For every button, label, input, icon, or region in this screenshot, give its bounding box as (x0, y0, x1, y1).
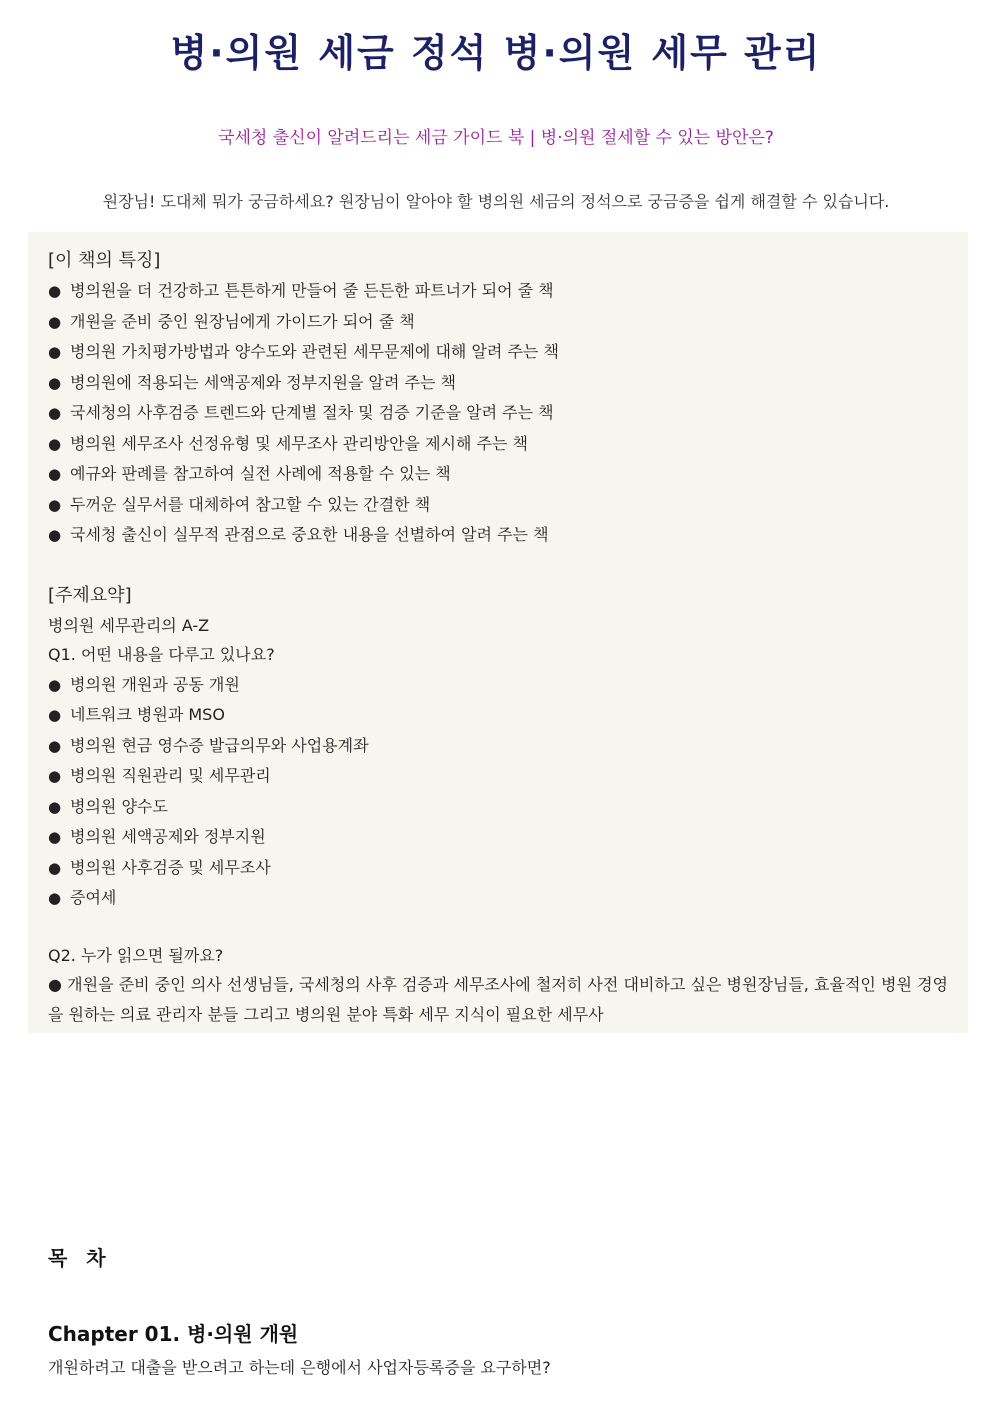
bullet-icon: ● (48, 495, 62, 514)
feature-item-text: 두꺼운 실무서를 대체하여 참고할 수 있는 간결한 책 (70, 494, 431, 514)
feature-item (48, 368, 948, 399)
q1-item (48, 883, 948, 914)
question-1: Q1. 어떤 내용을 다루고 있나요? (48, 645, 275, 664)
feature-item-text: 국세청 출신이 실무적 관점으로 중요한 내용을 선별하여 알려 주는 책 (70, 525, 549, 544)
bullet-icon: ● (48, 373, 62, 392)
q1-answer-list (48, 670, 948, 914)
q1-item-text: 증여세 (70, 888, 117, 907)
feature-item-text: 병의원 가치평가방법과 양수도와 관련된 세무문제에 대해 알려 주는 책 (70, 342, 559, 361)
feature-item (48, 307, 948, 338)
q1-item-text: 병의원 개원과 공동 개원 (70, 674, 240, 694)
bullet-icon: ● (48, 434, 62, 453)
summary-heading: [주제요약] (48, 584, 132, 606)
section-spacer (48, 914, 948, 941)
question-2: Q2. 누가 읽으면 될까요? (48, 945, 224, 965)
q1-item (48, 731, 948, 762)
summary-subject: 병의원 세무관리의 A-Z (48, 615, 210, 635)
book-info-box (28, 232, 968, 1033)
chapter-title: Chapter 01. 병·의원 개원 (48, 1322, 299, 1346)
bullet-icon: ● (48, 526, 62, 544)
document-title: 병·의원 세금 정석 병·의원 세무 관리 (170, 31, 822, 75)
feature-item (48, 520, 948, 551)
bullet-icon: ● (48, 465, 62, 483)
bullet-icon: ● (48, 858, 62, 877)
document-subtitle: 국세청 출신이 알려드리는 세금 가이드 북 | 병·의원 절세할 수 있는 방안은? (218, 128, 774, 148)
q2-answer: ● 개원을 준비 중인 의사 선생님들, 국세청의 사후 검증과 세무조사에 철저히 사전 대비하고 싶은 병원장님들, 효율적인 병원 경영을 원하는 의료 관리자 분들 그리고 병의원 분야 특화 세무 지식이 필요한 세무사 (48, 975, 948, 1024)
q1-item-text: 병의원 양수도 (70, 796, 168, 816)
q1-item (48, 853, 948, 884)
bullet-icon: ● (48, 404, 62, 422)
feature-item (48, 276, 948, 307)
features-heading: [이 책의 특징] (48, 250, 161, 271)
feature-item-text: 병의원 세무조사 선정유형 및 세무조사 관리방안을 제시해 주는 책 (70, 433, 529, 453)
q1-item-text: 병의원 사후검증 및 세무조사 (70, 857, 271, 877)
intro-text: 원장님! 도대체 뭐가 궁금하세요? 원장님이 알아야 할 병의원 세금의 정석으로 궁금증을 쉽게 해결할 수 있습니다. (102, 192, 890, 211)
toc-title: 목 차 (48, 1246, 112, 1270)
bullet-icon: ● (48, 828, 62, 846)
section-spacer (48, 551, 948, 581)
q1-item (48, 792, 948, 823)
feature-item-text: 국세청의 사후검증 트렌드와 단계별 절차 및 검증 기준을 알려 주는 책 (70, 403, 554, 422)
bullet-icon: ● (48, 282, 62, 300)
bullet-icon: ● (48, 736, 62, 755)
bullet-icon: ● (48, 889, 62, 907)
bullet-icon: ● (48, 343, 62, 361)
bullet-icon: ● (48, 312, 62, 331)
feature-item-text: 예규와 판례를 참고하여 실전 사례에 적용할 수 있는 책 (70, 464, 451, 483)
toc-item: 개원하려고 대출을 받으려고 하는데 은행에서 사업자등록증을 요구하면? (48, 1358, 551, 1377)
bullet-icon: ● (48, 675, 62, 694)
q1-item (48, 670, 948, 701)
bullet-icon: ● (48, 797, 62, 816)
feature-item-text: 병의원을 더 건강하고 튼튼하게 만들어 줄 든든한 파트너가 되어 줄 책 (70, 281, 554, 300)
features-list (48, 276, 948, 551)
feature-item-text: 병의원에 적용되는 세액공제와 정부지원을 알려 주는 책 (70, 372, 457, 392)
feature-item (48, 490, 948, 521)
bullet-icon: ● (48, 706, 62, 724)
q1-item-text: 병의원 세액공제와 정부지원 (70, 827, 266, 846)
q1-item (48, 700, 948, 731)
feature-item (48, 398, 948, 429)
q1-item-text: 병의원 현금 영수증 발급의무와 사업용계좌 (70, 735, 369, 755)
feature-item (48, 337, 948, 368)
q1-item-text: 네트워크 병원과 MSO (70, 705, 225, 724)
bullet-icon: ● (48, 767, 62, 785)
feature-item-text: 개원을 준비 중인 원장님에게 가이드가 되어 줄 책 (70, 311, 415, 331)
q1-item-text: 병의원 직원관리 및 세무관리 (70, 766, 271, 785)
feature-item (48, 429, 948, 460)
feature-item (48, 459, 948, 490)
q1-item (48, 761, 948, 792)
q1-item (48, 822, 948, 853)
